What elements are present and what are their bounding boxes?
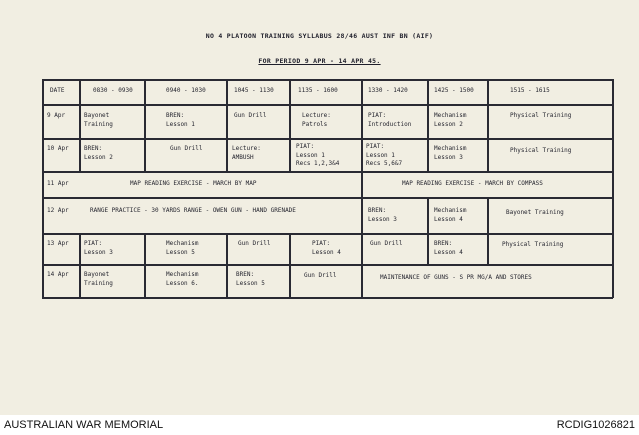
table-cell: PIAT: Lesson 4 <box>312 240 341 256</box>
table-cell: BREN: Lesson 2 <box>84 145 113 161</box>
table-rule <box>42 138 613 140</box>
table-cell: Gun Drill <box>234 112 267 119</box>
table-cell: Physical Training <box>510 112 572 119</box>
syllabus-title: NO 4 PLATOON TRAINING SYLLABUS 28/46 AUST INF BN (AIF) <box>205 32 434 40</box>
table-rule <box>42 233 613 235</box>
table-rule <box>427 79 429 172</box>
table-cell: PIAT: Lesson 3 <box>84 240 113 256</box>
table-rule <box>42 297 613 299</box>
table-rule <box>79 233 81 298</box>
table-cell: Bayonet Training <box>84 112 113 128</box>
table-cell: Lecture: Patrols <box>302 112 331 128</box>
table-cell: MAP READING EXERCISE - MARCH BY MAP <box>130 180 257 187</box>
column-header: 1135 - 1600 <box>298 87 338 94</box>
table-cell: Bayonet Training <box>506 209 564 216</box>
table-rule <box>487 197 489 265</box>
table-rule <box>144 233 146 298</box>
table-rule <box>42 79 44 298</box>
table-rule <box>42 104 613 106</box>
table-cell: MAP READING EXERCISE - MARCH BY COMPASS <box>402 180 543 187</box>
table-cell: Lecture: AMBUSH <box>232 145 261 161</box>
table-cell: RANGE PRACTICE - 30 YARDS RANGE - OWEN GUN - HAND GRENADE <box>90 207 296 214</box>
table-rule <box>42 264 613 266</box>
column-header: DATE <box>50 87 65 94</box>
period-title: FOR PERIOD 9 APR - 14 APR 45. <box>258 57 381 65</box>
table-cell: BREN: Lesson 4 <box>434 240 463 256</box>
table-cell: PIAT: Lesson 1 Recs 5,6&7 <box>366 143 403 167</box>
table-cell: BREN: Lesson 3 <box>368 207 397 223</box>
table-rule <box>289 233 291 298</box>
column-header: 1330 - 1420 <box>368 87 408 94</box>
table-rule <box>427 197 429 265</box>
table-cell: BREN: Lesson 5 <box>236 271 265 287</box>
table-cell: Gun Drill <box>370 240 403 247</box>
table-rule <box>289 79 291 172</box>
table-cell: Physical Training <box>502 241 564 248</box>
table-rule <box>361 79 363 298</box>
row-date: 13 Apr <box>47 240 69 247</box>
archive-name: AUSTRALIAN WAR MEMORIAL <box>4 419 164 431</box>
table-cell: Mechanism Lesson 3 <box>434 145 467 161</box>
row-date: 11 Apr <box>47 180 69 187</box>
archive-footer <box>0 415 639 435</box>
table-cell: BREN: Lesson 1 <box>166 112 195 128</box>
table-cell: Mechanism Lesson 6. <box>166 271 199 287</box>
archive-id: RCDIG1026821 <box>556 419 635 431</box>
table-cell: Gun Drill <box>304 272 337 279</box>
table-rule <box>226 233 228 298</box>
table-cell: Bayonet Training <box>84 271 113 287</box>
table-rule <box>79 79 81 172</box>
table-cell: Mechanism Lesson 5 <box>166 240 199 256</box>
row-date: 10 Apr <box>47 145 69 152</box>
row-date: 9 Apr <box>47 112 66 119</box>
table-cell: Gun Drill <box>238 240 271 247</box>
row-date: 12 Apr <box>47 207 69 214</box>
column-header: 1425 - 1500 <box>434 87 474 94</box>
table-rule <box>42 79 613 81</box>
table-rule <box>42 171 613 173</box>
table-cell: PIAT: Lesson 1 Recs 1,2,3&4 <box>296 143 340 167</box>
table-rule <box>42 197 613 199</box>
table-cell: Physical Training <box>510 147 572 154</box>
table-rule <box>226 79 228 172</box>
table-cell: Mechanism Lesson 2 <box>434 112 467 128</box>
table-cell: Gun Drill <box>170 145 203 152</box>
table-rule <box>144 79 146 172</box>
table-rule <box>487 79 489 172</box>
column-header: 0940 - 1030 <box>166 87 206 94</box>
table-cell: Mechanism Lesson 4 <box>434 207 467 223</box>
table-cell: MAINTENANCE OF GUNS - S PR MG/A AND STORES <box>380 274 532 281</box>
row-date: 14 Apr <box>47 271 69 278</box>
column-header: 1515 - 1615 <box>510 87 550 94</box>
table-rule <box>612 79 614 298</box>
table-cell: PIAT: Introduction <box>368 112 412 128</box>
column-header: 1045 - 1130 <box>234 87 274 94</box>
column-header: 0830 - 0930 <box>93 87 133 94</box>
